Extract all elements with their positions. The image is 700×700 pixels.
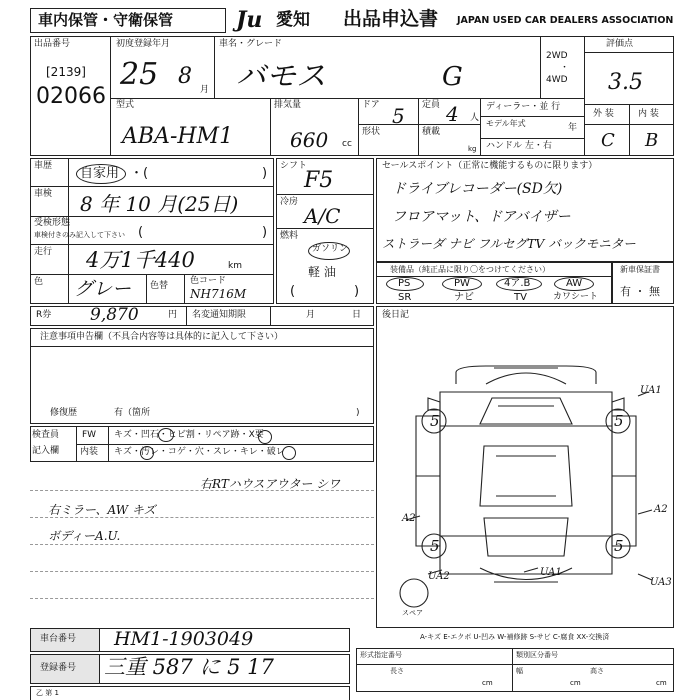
door-label: ドア [362,100,380,110]
shaken-label: 車検 [34,189,53,199]
car-diagram-icon [376,306,674,628]
recycle-label: R券 [36,310,52,320]
fuel-close: ) [354,284,360,299]
displacement-label: 排気量 [274,100,302,110]
interior-note-label: 内装 [80,447,99,457]
color-value: グレー [74,278,132,300]
fuel-label: 燃料 [280,231,299,241]
chassis-label: 車台番号 [40,634,77,644]
first-reg-label: 初度登録年月 [116,39,171,49]
category-number-label: 類別区分番号 [516,651,558,659]
eq-4ab: 4ア.B [504,278,531,289]
lot-small: [2139] [46,65,86,79]
car-name: バモス [236,59,326,94]
color-change-label: 色替 [150,281,169,291]
fw-mark-circle [158,428,174,442]
color-label: 色 [34,277,44,287]
transfer-day: 日 [352,310,362,320]
sales-line-3: ストラーダ ナビ フルセグTV バックモニター [382,236,636,251]
shape-label: 形状 [362,127,381,137]
mileage-value: 4万1千440 [86,248,195,272]
width-label: 幅 [516,667,523,675]
equipment-label: 装備品（純正品に限り〇をつけてください） [390,265,550,274]
tire-fr: 5 [614,412,624,430]
fuel-diesel: 軽 油 [308,265,336,279]
mark-ua3: UA3 [650,577,672,588]
fw-items: キズ・凹石・ヒビ割・リペア跡・X要 [114,430,264,440]
displacement-unit: cc [342,139,352,149]
sales-line-2: フロアマット、ドアバイザー [392,209,571,225]
score-label: 評価点 [606,39,634,49]
plate-number: 三重 587 に 5 17 [104,655,274,679]
load-unit: kg [468,145,477,153]
model-type: ABA-HM1 [122,124,234,149]
reception-close: ) [262,225,268,240]
reg-month: 8 [178,64,192,89]
mileage-label: 走行 [34,247,53,257]
mark-ua1-front: UA1 [640,385,662,396]
eq-pw: PW [454,278,470,289]
color-code-label: 色コード [190,276,227,286]
exterior-grade: C [601,130,615,151]
org-name: 愛知 [276,10,310,30]
reception-note: 車検付きのみ記入して下さい [34,231,125,239]
comment-3: ボディーA.U. [48,529,121,543]
comment-1: 右RTハウスアウター シワ [200,477,341,491]
association-english: JAPAN USED CAR DEALERS ASSOCIATION [457,15,674,26]
transfer-label: 名変通知期限 [192,310,247,320]
interior-grade: B [645,130,659,151]
capacity-value: 4 [446,102,459,126]
spare-label: スペア [402,609,423,617]
storage-label: 車内保管・守衛保管 [38,11,174,29]
transfer-month: 月 [306,310,316,320]
shift-value: F5 [304,168,334,193]
back-label: 後日記 [382,310,410,320]
fw-mark-circle-2 [258,430,272,444]
fw-label: FW [82,430,97,440]
car-grade: G [442,62,463,92]
exterior-label: 外 装 [593,109,614,119]
lot-number: 02066 [36,84,106,109]
ac-value: A/C [304,204,341,228]
chassis-number: HM1-1903049 [114,628,254,650]
drive-2wd: 2WD [546,51,568,61]
tire-rr: 5 [614,537,624,555]
mark-a2-left: A2 [402,513,416,524]
warranty-label: 新車保証書 [620,265,660,274]
mark-ua2: UA2 [428,571,450,582]
door-count: 5 [392,104,405,128]
recycle-unit: 円 [168,310,178,320]
lot-label: 出品番号 [34,39,71,49]
history-close: ) [262,166,268,181]
mark-ua1-rear: UA1 [540,567,562,578]
color-code-value: NH716M [190,287,247,301]
bottom-row [30,686,350,700]
sheet-title: 出品申込書 [343,8,439,30]
eq-tv: TV [514,292,527,303]
history-paren: ・( [130,166,149,181]
ju-logo-icon: Ju [236,7,263,33]
height-label: 高さ [590,667,604,675]
score-value: 3.5 [608,70,643,95]
displacement-value: 660 [290,128,329,152]
warranty-options: 有 ・ 無 [620,285,660,298]
notes-section [30,328,374,424]
mark-a2-right: A2 [654,504,668,515]
inspector-label: 検査員 [32,430,60,440]
repair-label: 修復歴 [50,408,78,418]
sales-label: セールスポイント（正常に機能するものに限ります） [382,161,598,171]
int-mark-circle [140,446,154,460]
handle-label: ハンドル 左・右 [486,141,552,151]
eq-navi: ナビ [454,292,474,303]
reception-paren: ( [138,225,144,240]
ac-label: 冷房 [280,197,299,207]
recycle-amount: 9,870 [90,305,139,325]
notes-label: 注意事項申告欄（不具合内容等は具体的に記入して下さい） [40,332,284,342]
tire-fl: 5 [430,412,440,430]
plate-label: 登録番号 [40,663,77,673]
fuel-gasoline: ガソリン [312,244,349,254]
length-label: 長さ [390,667,404,675]
model-year-label: モデル年式 [486,119,526,128]
history-label: 車歴 [34,161,53,171]
width-unit: cm [570,679,581,687]
model-year-unit: 年 [568,123,578,133]
bottom-label: 乙 第 1 [36,689,59,697]
shaken-value: 8 年 10 月(25日) [80,192,239,216]
reception-label: 受検形態 [34,218,71,228]
fuel-paren: ( [290,284,296,299]
type-label: 型式 [116,100,135,110]
comment-2: 右ミラー、AW キズ [48,503,156,517]
reg-year: 25 [120,57,159,92]
shift-label: シフト [280,161,308,171]
tire-rl: 5 [430,537,440,555]
interior-label: 内 装 [638,109,659,119]
form-number-label: 形式指定番号 [360,651,402,659]
entry-label: 記入欄 [32,446,60,456]
damage-legend: A-キズ E-エクボ U-凹み W-補修跡 S-サビ C-腐食 XX-交換済 [420,633,610,641]
int-mark-circle-2 [282,446,296,460]
mileage-unit: km [228,261,242,271]
capacity-label: 定員 [422,100,441,110]
eq-sr: SR [398,292,412,303]
eq-seat: カワシート [553,292,599,302]
repair-value: 有（箇所 [114,408,151,418]
reg-month-unit: 月 [200,85,210,95]
interior-items: キズ・汚レ・コゲ・穴・スレ・キレ・破レ [114,447,285,457]
car-name-label: 車名・グレード [219,39,283,49]
drive-sep: ・ [560,63,570,73]
length-unit: cm [482,679,493,687]
eq-aw: AW [566,278,583,289]
eq-ps: PS [398,278,411,289]
repair-close: ) [356,408,360,418]
history-value: 自家用 [80,166,120,181]
load-label: 積載 [422,127,441,137]
drive-4wd: 4WD [546,75,568,85]
height-unit: cm [656,679,667,687]
sales-line-1: ドライブレコーダー(SD欠) [392,181,563,197]
dealer-label: ディーラー・並 行 [486,102,561,112]
capacity-unit: 人 [470,113,480,123]
